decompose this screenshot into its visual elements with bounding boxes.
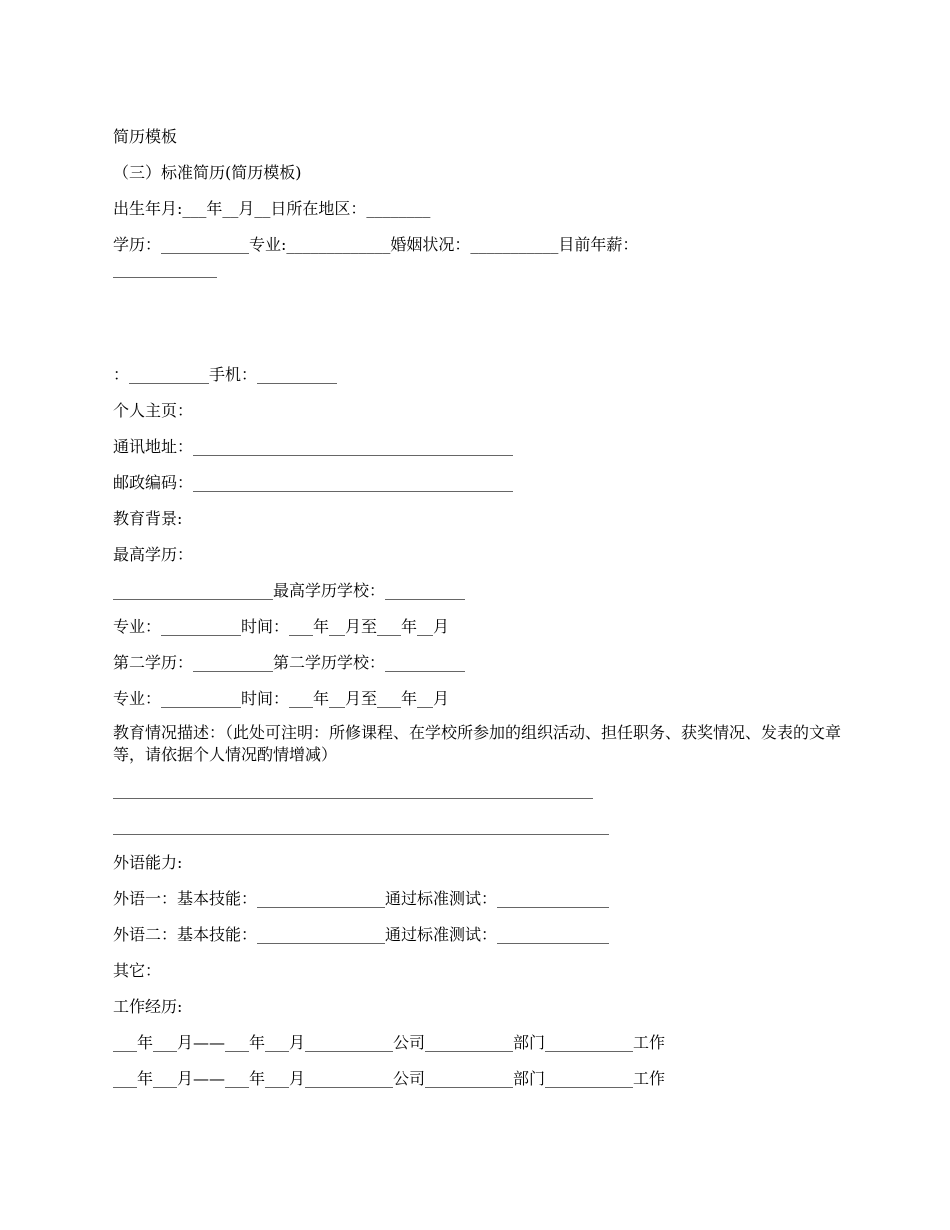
second-degree-line: 第二学历：__________第二学历学校：__________ (113, 653, 466, 672)
major-time-line-2: 专业：__________时间：___年__月至___年__月 (113, 689, 450, 708)
language-two-line: 外语二：基本技能：________________通过标准测试：______________ (113, 925, 610, 944)
document-subtitle: （三）标准简历(简历模板) (113, 163, 302, 182)
description-blank-line-1: ____________________________________________________________ (113, 780, 593, 799)
education-major-marital-salary-line: 学历：___________专业:_____________婚姻状况：___________目前年薪： (113, 235, 639, 254)
postal-code-line: 邮政编码：________________________________________ (113, 473, 514, 492)
address-line: 通讯地址：________________________________________ (113, 437, 514, 456)
work-experience-line-2: ___年___月——___年___月___________公司___________部门___________工作 (113, 1069, 666, 1088)
work-experience-line-1: ___年___月——___年___月___________公司___________部门___________工作 (113, 1033, 666, 1052)
language-ability-heading: 外语能力: (113, 853, 183, 872)
major-time-line-1: 专业：__________时间：___年__月至___年__月 (113, 617, 450, 636)
birth-location-line: 出生年月:___年__月__日所在地区：________ (113, 199, 431, 218)
other-label: 其它： (113, 961, 162, 980)
language-one-line: 外语一：基本技能：________________通过标准测试：______________ (113, 889, 610, 908)
highest-degree-label: 最高学历： (113, 545, 194, 564)
salary-blank-line: _____________ (113, 259, 217, 278)
work-experience-heading: 工作经历: (113, 997, 183, 1016)
document-title: 简历模板 (113, 127, 178, 146)
homepage-line: 个人主页： (113, 401, 194, 420)
phone-mobile-line: ：__________手机：__________ (113, 365, 338, 384)
description-blank-line-2: ______________________________________________________________ (113, 816, 609, 835)
education-background-heading: 教育背景: (113, 509, 183, 528)
education-description: 教育情况描述：（此处可注明：所修课程、在学校所参加的组织活动、担任职务、获奖情况、发表的文章等，请依据个人情况酌情增减） (113, 723, 842, 764)
highest-degree-school-line: ____________________最高学历学校：__________ (113, 581, 466, 600)
